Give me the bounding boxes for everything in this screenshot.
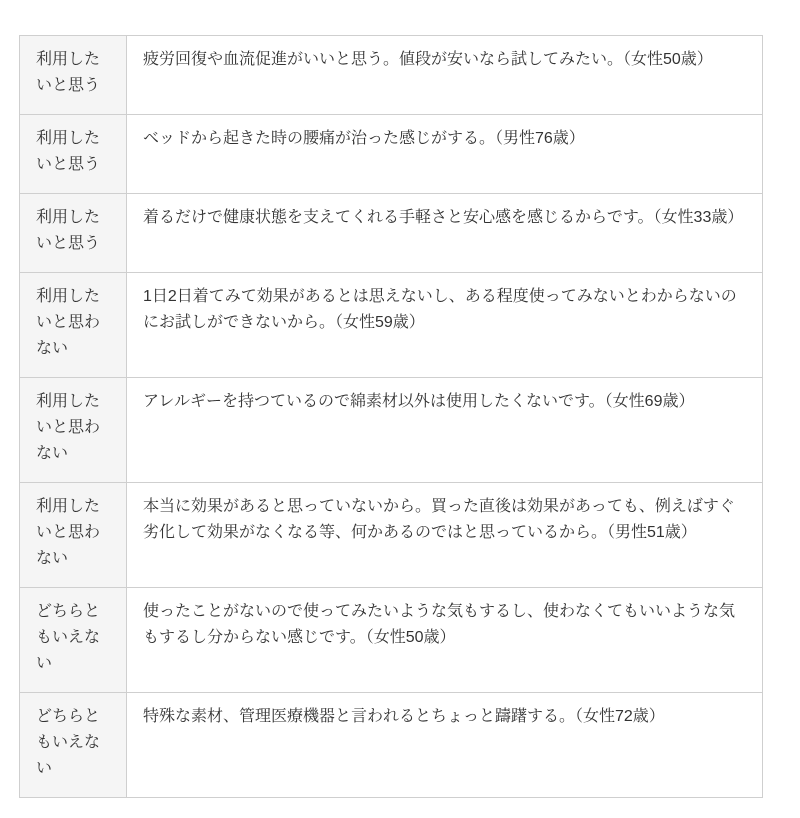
category-cell: 利用したいと思う <box>20 36 127 115</box>
comment-cell: 着るだけで健康状態を支えてくれる手軽さと安心感を感じるからです。（女性33歳） <box>127 194 763 273</box>
category-cell: 利用したいと思う <box>20 115 127 194</box>
category-cell: どちらともいえない <box>20 588 127 693</box>
category-cell: 利用したいと思わない <box>20 378 127 483</box>
category-cell: 利用したいと思わない <box>20 483 127 588</box>
comment-cell: 本当に効果があると思っていないから。買った直後は効果があっても、例えばすぐ劣化して効果がなくなる等、何かあるのではと思っているから。（男性51歳） <box>127 483 763 588</box>
category-cell: 利用したいと思わない <box>20 273 127 378</box>
comment-cell: ベッドから起きた時の腰痛が治った感じがする。（男性76歳） <box>127 115 763 194</box>
table-row <box>20 194 763 273</box>
category-cell: 利用したいと思う <box>20 194 127 273</box>
comment-cell: 疲労回復や血流促進がいいと思う。値段が安いなら試してみたい。（女性50歳） <box>127 36 763 115</box>
table-row <box>20 273 763 378</box>
table-row <box>20 588 763 693</box>
table-row <box>20 483 763 588</box>
comment-cell: 特殊な素材、管理医療機器と言われるとちょっと躊躇する。（女性72歳） <box>127 693 763 798</box>
comment-cell: アレルギーを持つているので綿素材以外は使用したくないです。（女性69歳） <box>127 378 763 483</box>
comment-cell: 使ったことがないので使ってみたいような気もするし、使わなくてもいいような気もするし分からない感じです。（女性50歳） <box>127 588 763 693</box>
comment-cell: 1日2日着てみて効果があるとは思えないし、ある程度使ってみないとわからないのにお試しができないから。（女性59歳） <box>127 273 763 378</box>
table-row <box>20 693 763 798</box>
table-row <box>20 378 763 483</box>
table-row <box>20 115 763 194</box>
category-cell: どちらともいえない <box>20 693 127 798</box>
survey-responses-table <box>19 35 763 798</box>
table-row <box>20 36 763 115</box>
